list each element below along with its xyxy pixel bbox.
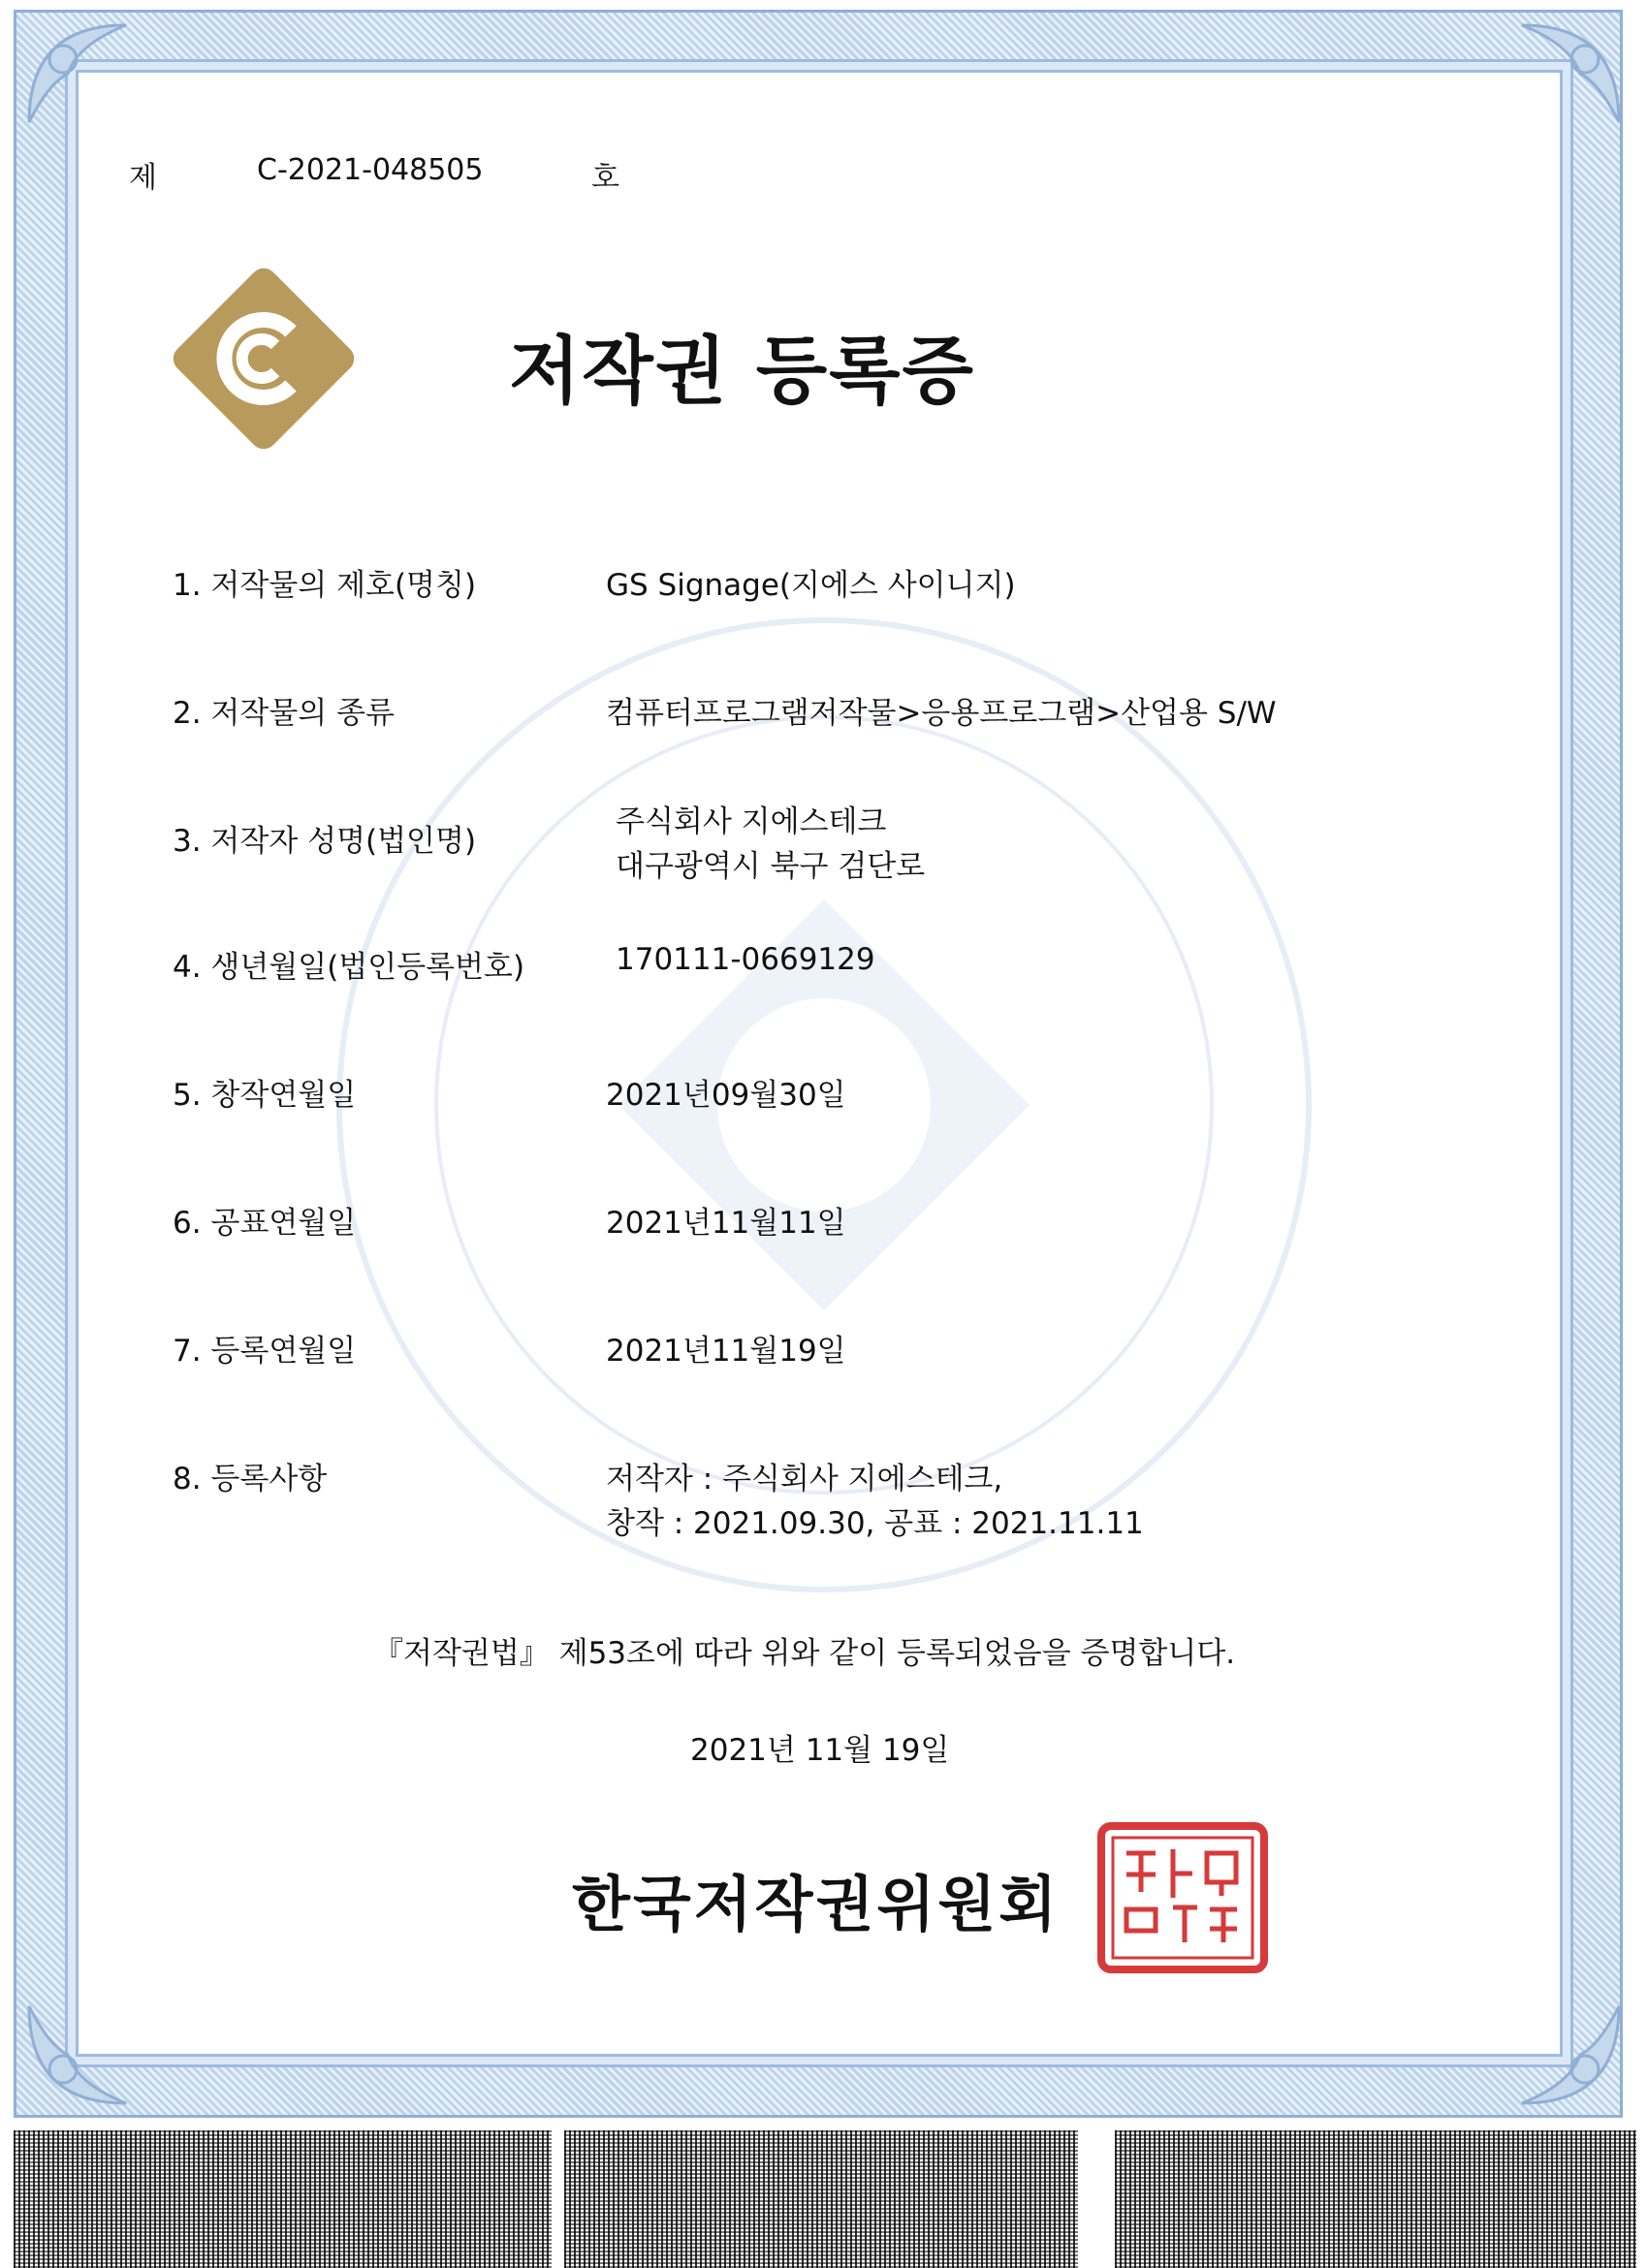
corner-ornament-top-right <box>1512 16 1629 132</box>
certification-statement: 『저작권법』 제53조에 따라 위와 같이 등록되었음을 증명합니다. <box>373 1636 1236 1671</box>
corner-ornament-top-left <box>19 16 136 132</box>
item-value-1-line-1: GS Signage(지에스 사이니지) <box>606 568 1016 603</box>
item-value-3-line-1: 주식회사 지에스테크 <box>616 804 887 839</box>
item-label-3: 3. 저작자 성명(법인명) <box>173 824 477 859</box>
document-barcode-left <box>14 2130 552 2268</box>
item-value-5-line-1: 2021년09월30일 <box>606 1078 846 1113</box>
document-barcode-center <box>564 2130 1078 2268</box>
official-seal <box>1095 1820 1270 1975</box>
copyright-commission-logo <box>167 262 361 456</box>
item-label-4: 4. 생년월일(법인등록번호) <box>173 950 525 985</box>
corner-ornament-bottom-left <box>19 1997 136 2113</box>
corner-ornament-bottom-right <box>1512 1997 1629 2113</box>
item-value-8-line-2: 창작 : 2021.09.30, 공표 : 2021.11.11 <box>606 1506 1144 1541</box>
item-value-7-line-1: 2021년11월19일 <box>606 1334 846 1369</box>
issuer-name: 한국저작권위원회 <box>572 1869 1061 1939</box>
item-label-6: 6. 공표연월일 <box>173 1206 357 1241</box>
item-value-6-line-1: 2021년11월11일 <box>606 1206 846 1241</box>
item-label-2: 2. 저작물의 종류 <box>173 696 395 731</box>
certificate-title: 저작권 등록증 <box>509 328 975 414</box>
item-label-1: 1. 저작물의 제호(명칭) <box>173 568 477 603</box>
document-barcode-right <box>1115 2130 1636 2268</box>
item-label-5: 5. 창작연월일 <box>173 1078 357 1113</box>
item-label-7: 7. 등록연월일 <box>173 1334 357 1369</box>
item-value-2-line-1: 컴퓨터프로그램저작물>응용프로그램>산업용 S/W <box>606 696 1277 731</box>
issue-date: 2021년 11월 19일 <box>690 1733 950 1768</box>
registration-prefix: 제 <box>129 161 157 195</box>
item-value-8-line-1: 저작자 : 주식회사 지에스테크, <box>606 1462 1003 1496</box>
item-label-8: 8. 등록사항 <box>173 1462 328 1496</box>
registration-suffix: 호 <box>591 161 619 195</box>
item-value-3-line-2: 대구광역시 북구 검단로 <box>616 849 926 884</box>
item-value-4-line-1: 170111-0669129 <box>616 942 875 977</box>
registration-number: C-2021-048505 <box>257 153 484 187</box>
